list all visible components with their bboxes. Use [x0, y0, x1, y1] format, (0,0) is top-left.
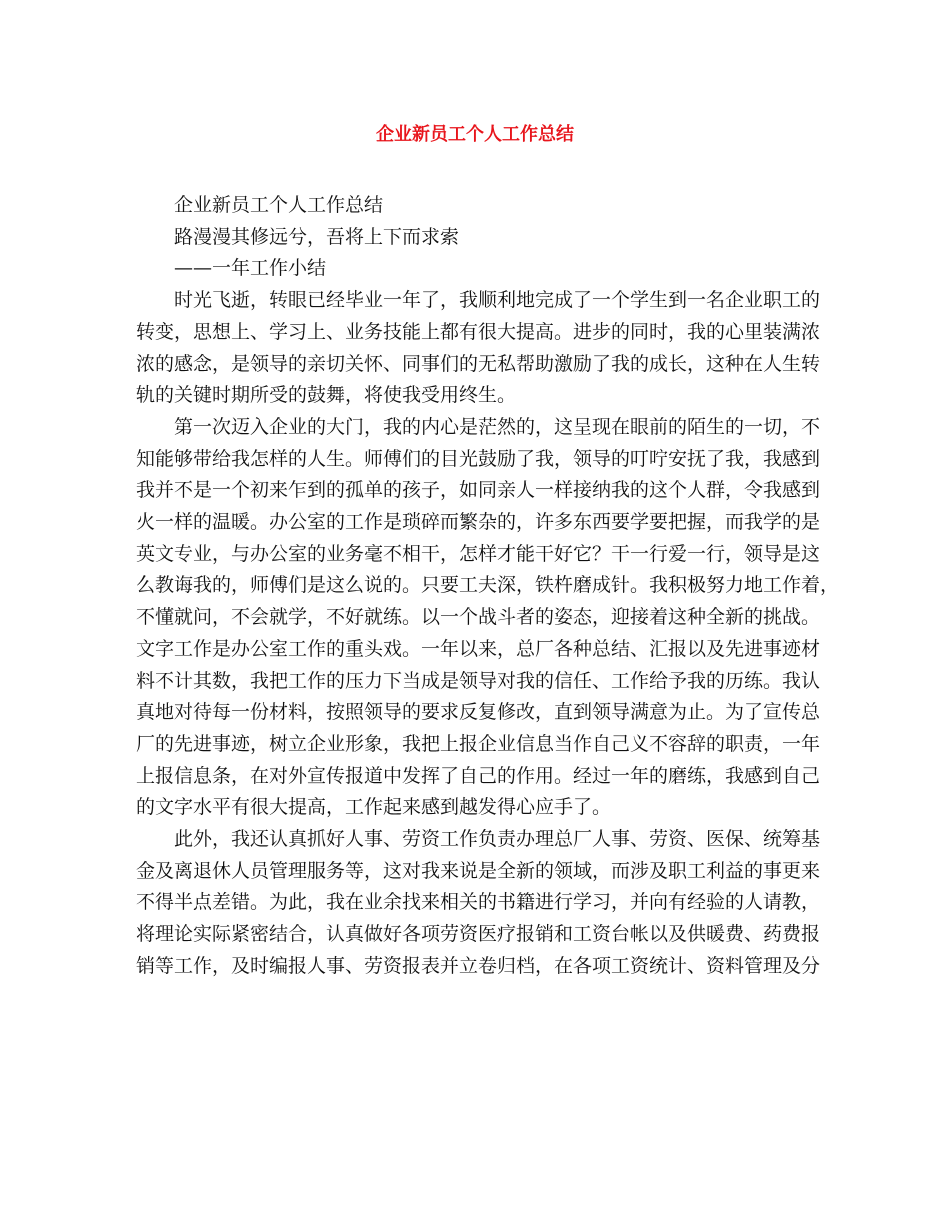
document-body	[136, 190, 840, 983]
text-line: 我并不是一个初来乍到的孤单的孩子，如同亲人一样接纳我的这个人群，令我感到	[136, 479, 821, 502]
text-line: 的文字水平有很大提高，工作起来感到越发得心应手了。	[136, 796, 612, 819]
text-line: 浓的感念，是领导的亲切关怀、同事们的无私帮助激励了我的成长，这种在人生转	[136, 352, 821, 375]
text-line: ——一年工作小结	[174, 257, 327, 280]
text-line: 文字工作是办公室工作的重头戏。一年以来，总厂各种总结、汇报以及先进事迹材	[136, 637, 821, 660]
text-line: 不懂就问，不会就学，不好就练。以一个战斗者的姿态，迎接着这种全新的挑战。	[136, 606, 821, 629]
text-line: 真地对待每一份材料，按照领导的要求反复修改，直到领导满意为止。为了宣传总	[136, 701, 821, 724]
text-line: 轨的关键时期所受的鼓舞，将使我受用终生。	[136, 384, 517, 407]
text-line: 么教诲我的，师傅们是这么说的。只要工夫深，铁杵磨成针。我积极努力地工作着，	[136, 574, 840, 597]
text-line: 英文专业，与办公室的业务毫不相干，怎样才能干好它？干一行爱一行，领导是这	[136, 542, 821, 565]
text-line: 时光飞逝，转眼已经毕业一年了，我顺利地完成了一个学生到一名企业职工的	[174, 289, 821, 312]
text-line: 知能够带给我怎样的人生。师傅们的目光鼓励了我，领导的叮咛安抚了我，我感到	[136, 447, 821, 470]
text-line: 料不计其数，我把工作的压力下当成是领导对我的信任、工作给予我的历练。我认	[136, 669, 821, 692]
text-line: 不得半点差错。为此，我在业余找来相关的书籍进行学习，并向有经验的人请教，	[136, 891, 821, 914]
text-line: 销等工作，及时编报人事、劳资报表并立卷归档，在各项工资统计、资料管理及分	[136, 954, 821, 977]
text-line: 火一样的温暖。办公室的工作是琐碎而繁杂的，许多东西要学要把握，而我学的是	[136, 511, 821, 534]
text-line: 厂的先进事迹，树立企业形象，我把上报企业信息当作自己义不容辞的职责，一年	[136, 732, 821, 755]
text-line: 金及离退休人员管理服务等，这对我来说是全新的领域，而涉及职工利益的事更来	[136, 859, 821, 882]
text-line: 将理论实际紧密结合，认真做好各项劳资医疗报销和工资台帐以及供暖费、药费报	[136, 923, 821, 946]
text-line: 企业新员工个人工作总结	[174, 194, 384, 216]
document-title: 企业新员工个人工作总结	[376, 124, 574, 145]
text-line: 上报信息条，在对外宣传报道中发挥了自己的作用。经过一年的磨练，我感到自己	[136, 764, 821, 787]
text-line: 转变，思想上、学习上、业务技能上都有很大提高。进步的同时，我的心里装满浓	[136, 320, 821, 343]
text-line: 第一次迈入企业的大门，我的内心是茫然的，这呈现在眼前的陌生的一切，不	[174, 415, 821, 438]
text-line: 此外，我还认真抓好人事、劳资工作负责办理总厂人事、劳资、医保、统筹基	[174, 828, 821, 851]
text-line: 路漫漫其修远兮，吾将上下而求索	[174, 225, 460, 248]
